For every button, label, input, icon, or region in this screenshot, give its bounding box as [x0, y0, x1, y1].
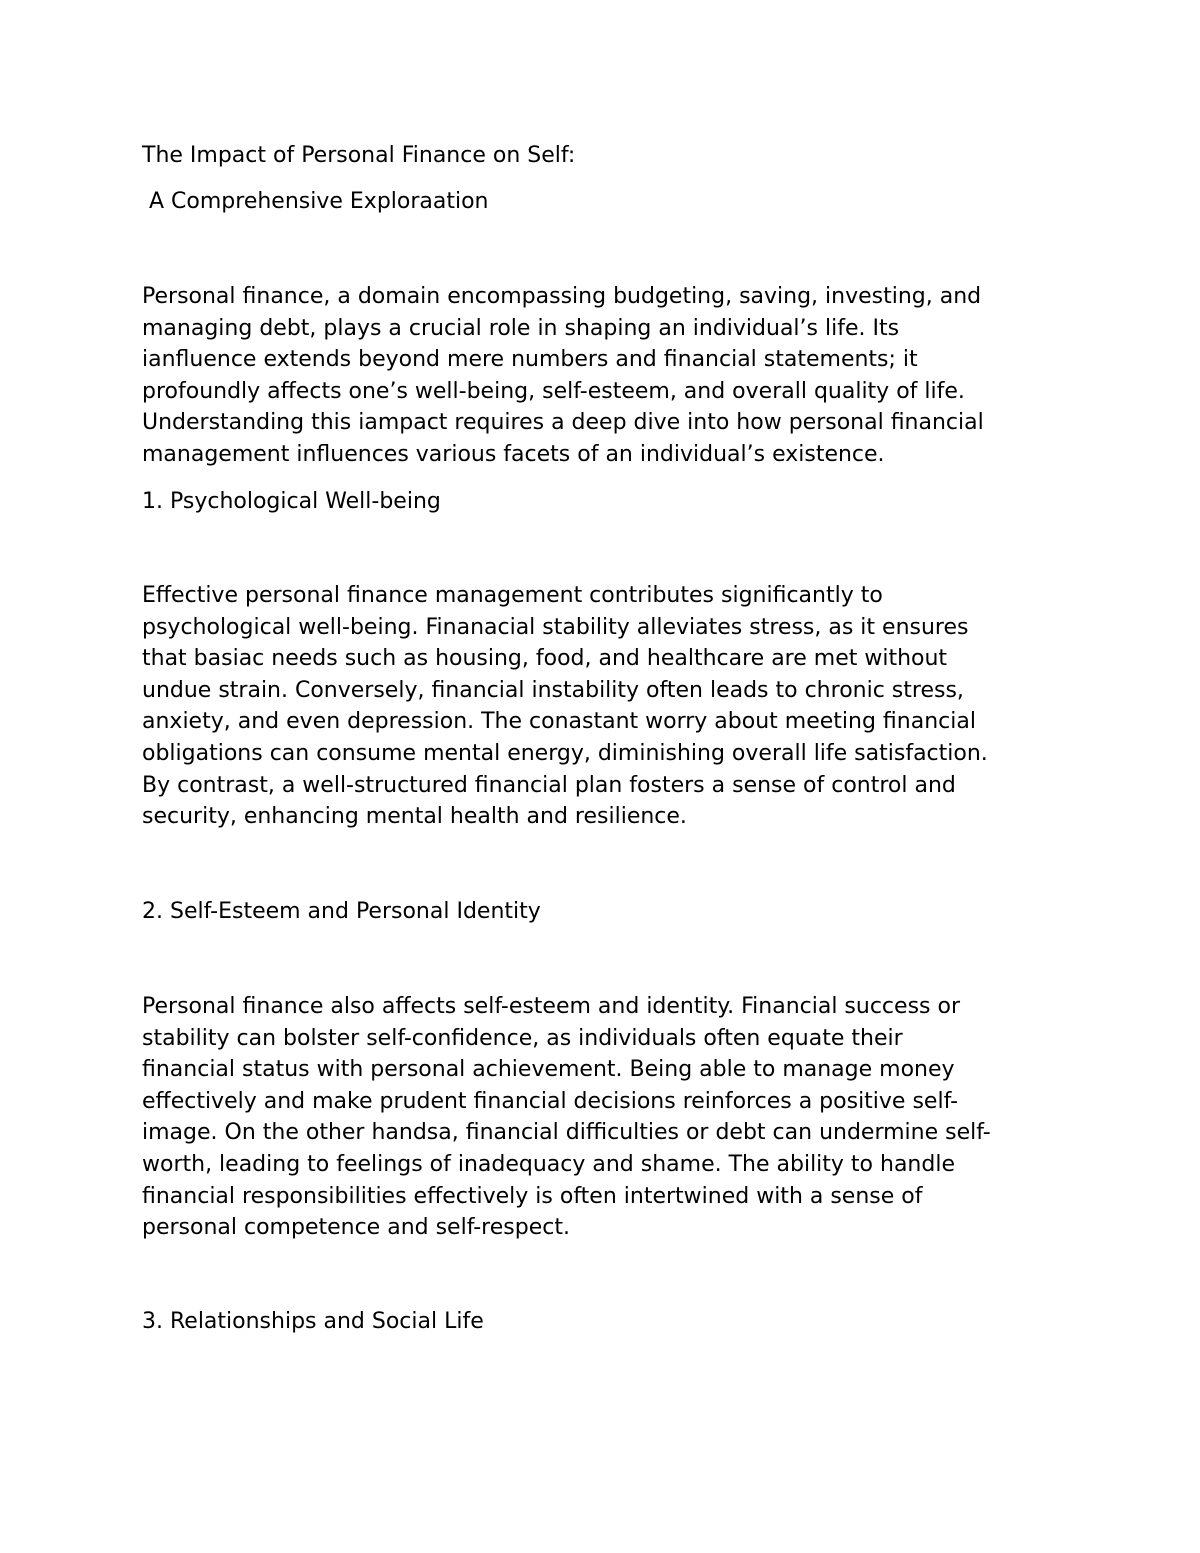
paragraph-line: Personal finance also affects self-esteem and identity. Financial success or: [142, 994, 960, 1019]
paragraph-line: ianfluence extends beyond mere numbers and financial statements; it: [142, 347, 918, 373]
paragraph-line: Personal finance, a domain encompassing budgeting, saving, investing, and: [142, 284, 982, 309]
paragraph-line: personal competence and self-respect.: [142, 1215, 570, 1241]
intro-paragraph: [142, 281, 1062, 471]
paragraph-line: obligations can consume mental energy, diminishing overall life satisfaction.: [142, 740, 988, 766]
paragraph-line: financial responsibilities effectively is often intertwined with a sense of: [142, 1183, 923, 1209]
document-subtitle: A Comprehensive Exploraation: [142, 189, 489, 214]
paragraph-line: psychological well-being. Finanacial stability alleviates stress, as it ensures: [142, 614, 969, 640]
section-heading-relationships: 3. Relationships and Social Life: [142, 1309, 484, 1334]
paragraph-line: profoundly affects one’s well-being, self-esteem, and overall quality of life.: [142, 378, 965, 404]
paragraph-line: anxiety, and even depression. The conastant worry about meeting financial: [142, 709, 976, 735]
paragraph-line: worth, leading to feelings of inadequacy and shame. The ability to handle: [142, 1151, 955, 1177]
paragraph-line: security, enhancing mental health and resilience.: [142, 804, 687, 830]
paragraph-line: Understanding this iampact requires a deep dive into how personal financial: [142, 410, 984, 436]
paragraph-line: effectively and make prudent financial decisions reinforces a positive self-: [142, 1088, 959, 1114]
section-heading-self-esteem: 2. Self-Esteem and Personal Identity: [142, 899, 541, 924]
paragraph-line: management influences various facets of an individual’s existence.: [142, 441, 885, 467]
paragraph-line: image. On the other handsa, financial difficulties or debt can undermine self-: [142, 1120, 991, 1146]
section-body-self-esteem: [142, 991, 1062, 1244]
paragraph-line: managing debt, plays a crucial role in shaping an individual’s life. Its: [142, 315, 900, 341]
paragraph-line: stability can bolster self-confidence, as individuals often equate their: [142, 1025, 903, 1051]
paragraph-line: Effective personal finance management contributes significantly to: [142, 583, 883, 608]
paragraph-line: undue strain. Conversely, financial instability often leads to chronic stress,: [142, 677, 964, 703]
paragraph-line: financial status with personal achievement. Being able to manage money: [142, 1057, 955, 1083]
paragraph-line: that basiac needs such as housing, food, and healthcare are met without: [142, 646, 948, 672]
section-body-psychological-well-being: [142, 580, 1062, 833]
section-heading-psychological-well-being: 1. Psychological Well-being: [142, 489, 441, 514]
document-title: The Impact of Personal Finance on Self:: [142, 143, 576, 168]
paragraph-line: By contrast, a well-structured financial plan fosters a sense of control and: [142, 772, 956, 798]
